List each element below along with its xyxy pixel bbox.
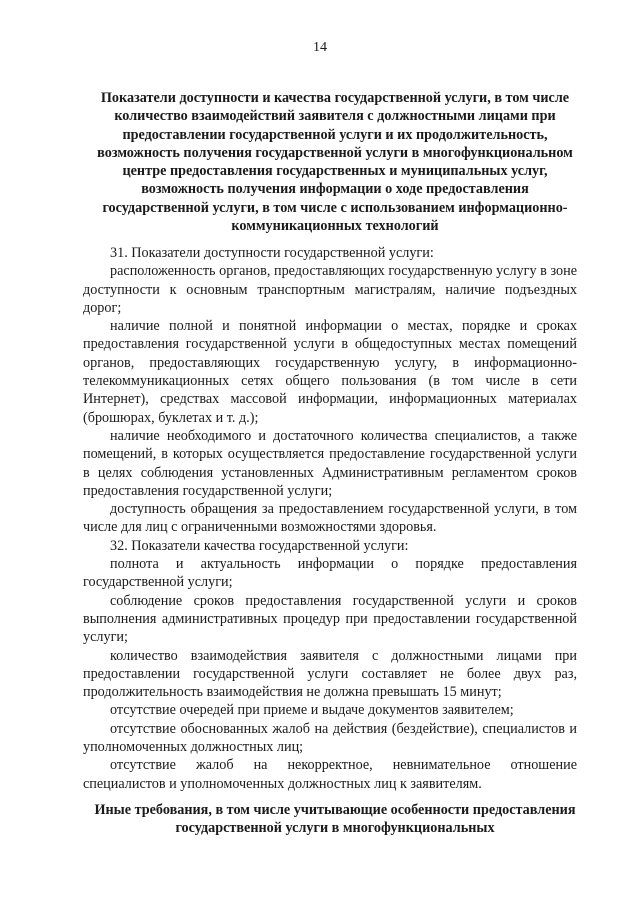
paragraph: полнота и актуальность информации о порядке предоставления государственной услуги; [83, 556, 577, 591]
paragraph: соблюдение сроков предоставления государственной услуги и сроков выполнения административных процедур при предоставлении государственной услуги; [83, 592, 577, 646]
paragraph: 31. Показатели доступности государственной услуги: [110, 245, 434, 261]
section-heading: Показатели доступности и качества государственной услуги, в том числе количество взаимодействий заявителя с должностными лицами при предоставлении государственной услуги и их продолжительность, возможность получения государственной услуги в многофункциональном центре предоставления государственных и муниципальных услуг, возможность получения информации о ходе предоставления государственной услуги, в том числе с использованием информационно-коммуникационных технологий [97, 90, 573, 235]
paragraph: отсутствие жалоб на некорректное, невнимательное отношение специалистов и уполномоченных должностных лиц к заявителям. [83, 757, 577, 792]
paragraph: наличие необходимого и достаточного количества специалистов, а также помещений, в которых осуществляется предоставление государственной услуги в целях соблюдения установленных Административным регламентом сроков предоставления государственной услуги; [83, 427, 577, 499]
paragraph: доступность обращения за предоставлением государственной услуги, в том числе для лиц с ограниченными возможностями здоровья. [83, 501, 577, 536]
paragraph: отсутствие очередей при приеме и выдаче документов заявителем; [110, 702, 514, 719]
page-number: 14 [313, 40, 327, 55]
paragraph: отсутствие обоснованных жалоб на действия (бездействие), специалистов и уполномоченных должностных лиц; [83, 720, 577, 756]
paragraph: количество взаимодействия заявителя с должностными лицами при предоставлении государственной услуги составляет не более двух раз, продолжительность взаимодействия не должна превышать 15 минут; [83, 647, 577, 701]
paragraph: наличие полной и понятной информации о местах, порядке и сроках предоставления государственной услуги в общедоступных местах помещений органов, предоставляющих государственную услугу, в информационно-телекоммуникационных сетях общего пользования (в том числе в сети Интернет), средствах массовой информации, информационных материалах (брошюрах, буклетах и т. д.); [83, 318, 577, 426]
paragraph: 32. Показатели качества государственной услуги: [110, 537, 409, 554]
paragraph: расположенность органов, предоставляющих государственную услугу в зоне доступности к основным транспортным магистралям, наличие подъездных дорог; [83, 263, 577, 316]
document-body [83, 244, 577, 793]
next-section-heading: Иные требования, в том числе учитывающие особенности предоставления государственной услуги в многофункциональных [94, 802, 576, 837]
